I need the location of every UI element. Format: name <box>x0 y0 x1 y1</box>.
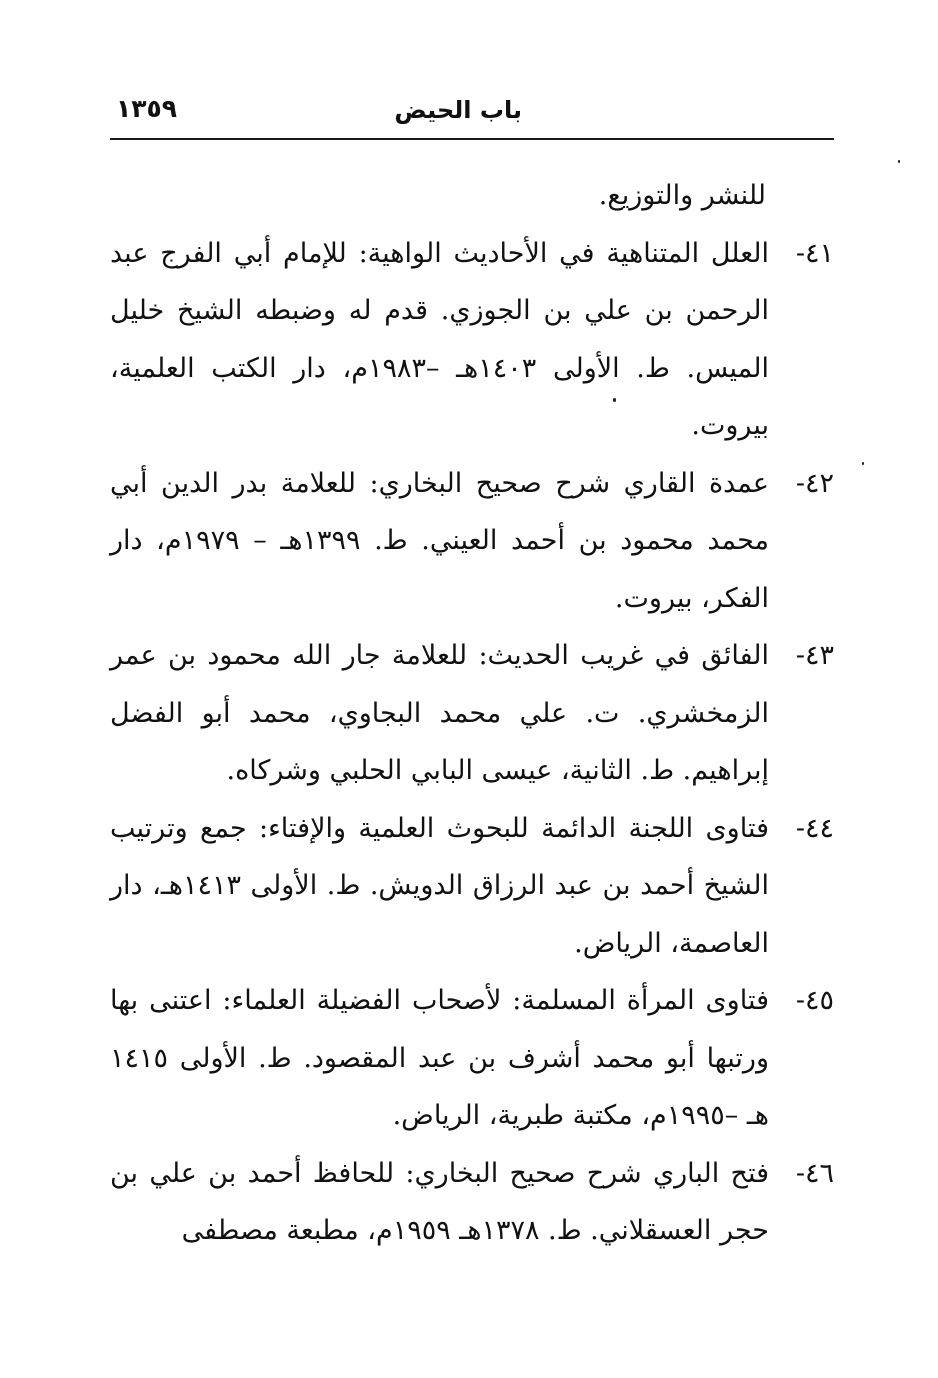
page-number: ١٣٥٩ <box>116 94 178 123</box>
continuation-line: للنشر والتوزيع. <box>598 180 766 211</box>
entry-text: عمدة القاري شرح صحيح البخاري: للعلامة بدر الدين أبي محمد محمود بن أحمد العيني. ط. ١٣٩٩هـ – ١٩٧٩م، دار الفكر، بيروت. <box>110 467 769 614</box>
entry-number: ٤٣- <box>795 640 834 671</box>
entry-number: ٤٥- <box>795 985 834 1016</box>
bibliography-entry-42 <box>110 455 834 628</box>
running-header <box>110 92 834 140</box>
bibliography-entry-43 <box>110 627 834 800</box>
bibliography-entry-46 <box>110 1145 834 1260</box>
chapter-title: باب الحيض <box>394 96 522 124</box>
entry-text: فتاوى المرأة المسلمة: لأصحاب الفضيلة العلماء: اعتنى بها ورتبها أبو محمد أشرف بن عبد المقصود. ط. الأولى ١٤١٥ هـ –١٩٩٥م، مكتبة طبرية، الرياض. <box>110 985 769 1131</box>
entry-text: فتح الباري شرح صحيح البخاري: للحافظ أحمد بن علي بن حجر العسقلاني. ط. ١٣٧٨هـ ١٩٥٩م، مطبعة مصطفى <box>110 1157 769 1246</box>
bibliography-entry-41 <box>110 225 834 455</box>
scan-speck <box>613 398 616 402</box>
bibliography-list <box>110 167 834 1260</box>
entry-text: فتاوى اللجنة الدائمة للبحوث العلمية والإفتاء: جمع وترتيب الشيخ أحمد بن عبد الرزاق الدويش. ط. الأولى ١٤١٣هـ، دار العاصمة، الرياض. <box>110 812 769 959</box>
entry-number: ٤٦- <box>795 1157 834 1189</box>
entry-number: ٤٢- <box>795 467 834 499</box>
entry-number: ٤٤- <box>795 812 834 844</box>
entry-text: الفائق في غريب الحديث: للعلامة جار الله محمود بن عمر الزمخشري. ت. علي محمد البجاوي، محمد أبو الفضل إبراهيم. ط. الثانية، عيسى البابي الحلبي وشركاه. <box>110 640 769 786</box>
entry-text: العلل المتناهية في الأحاديث الواهية: للإمام أبي الفرج عبد الرحمن بن علي بن الجوزي. قدم له وضبطه الشيخ خليل الميس. ط. الأولى ١٤٠٣هـ –١٩٨٣م، دار الكتب العلمية، بيروت. <box>110 237 770 441</box>
scan-speck <box>898 160 900 163</box>
scan-speck <box>862 462 864 465</box>
entry-number: ٤١- <box>795 237 834 269</box>
bibliography-entry-44 <box>110 800 834 973</box>
bibliography-entry-45 <box>110 972 834 1145</box>
